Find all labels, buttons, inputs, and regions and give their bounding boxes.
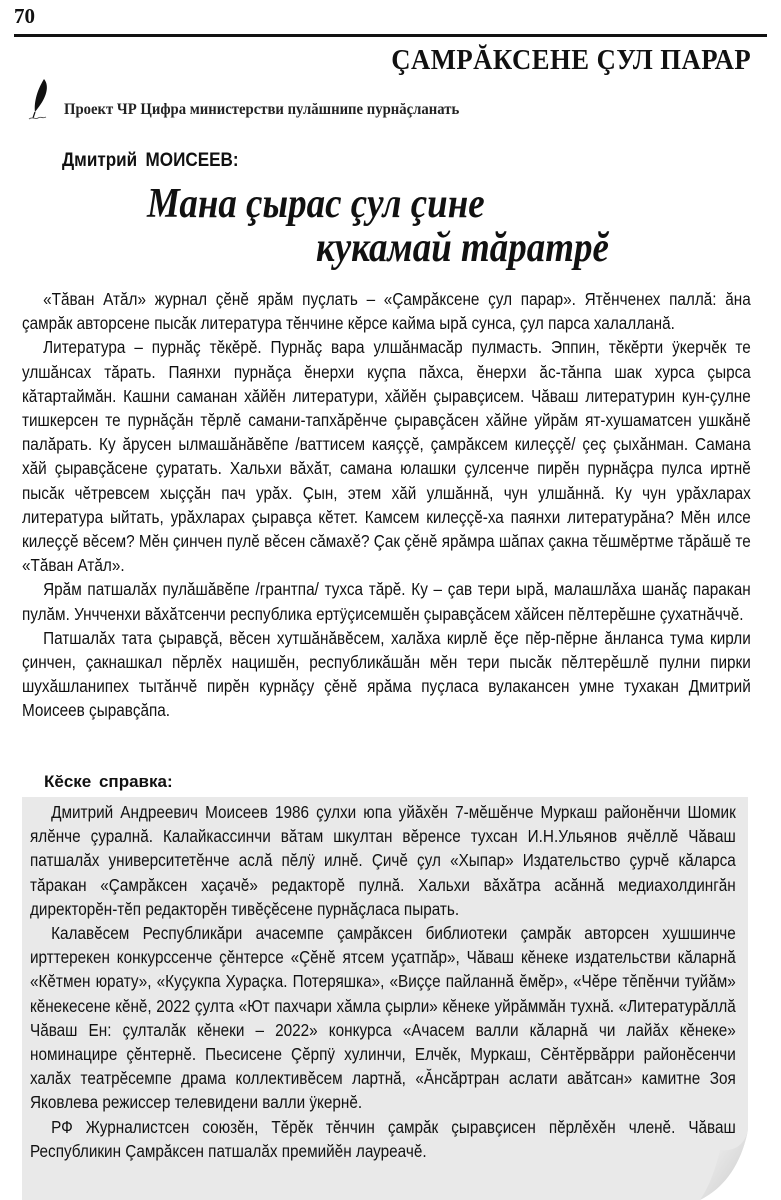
article-headline-line-2: кукамай тăратрĕ [316,225,609,271]
sidebar-heading: Кĕске справка: [44,772,173,791]
article-author: Дмитрий МОИСЕЕВ: [62,150,239,171]
article-paragraph: «Тăван Атăл» журнал çĕнĕ ярăм пуçлать – «Çамрăксене çул парар». Ятĕнченех паллă: ăна çамрăк авторсене пысăк литература тĕнчине кĕрсе кайма ырă сунса, çул парса халалланă. [22,289,751,334]
bio-paragraph: Дмитрий Андреевич Моисеев 1986 çулхи юпа уйăхĕн 7-мĕшĕнче Муркаш районĕнчи Шомик ялĕнче çуралнă. Калайкассинчи вăтам шкултан вĕренсе тухсан И.Н.Ульянов ячĕллĕ Чăваш патшалăх университетĕнче аслă пĕлÿ илнĕ. Çичĕ çул «Хыпар» Издательство çурчĕ кăларса тăракан «Çамрăксен хаçачĕ» редакторĕ пулнă. Хальхи вăхăтра асăннă медиахолдингăн директорĕн-тĕп редакторĕн тивĕçĕсене пурнăçласа пырать. [30,802,736,919]
article-paragraph: Литература – пурнăç тĕкĕрĕ. Пурнăç вара улшăнмасăр пулмасть. Эппин, тĕкĕрти ÿкерчĕк те улшăнсах тăрать. Паянхи пурнăçа ĕнерхи куçпа пăхса, ĕнерхи ăс-тăнпа шак хурса çырса кăтартаймăн. Кашни саманан хăйĕн литератури, хăйĕн çыравçисем. Чăваш литературин кун-çулне тишкерсен те пурнăçăн тĕрлĕ самани-тапхăрĕнче çыравçăсен хăйне уйрăм ят-хушаматсен ушкăнĕ палăрать. Ку ăрусен ылмашăнăвĕпе /ваттисем каяççĕ, çамрăксем килеççĕ/ çеç çыхăнман. Самана хăй çыравçăсене çуратать. Хальхи вăхăт, самана юлашки çулсенче пирĕн пурнăçра пулса иртнĕ пысăк чĕтревсем хыççăн пач урăх. Çын, этем хăй улшăннă, чун улшăннă. Ку чун урăхларах литература ыйтать, урăхларах çыравça кĕтет. Камсем килеççĕ-ха паянхи литературăна? Мĕн илсе килеççĕ вĕсем? Мĕн çинчен пулĕ вĕсен сăмахĕ? Çак çĕнĕ ярăмра шăпах çакна тĕшмĕртме тăрăшĕ те «Тăван Атăл». [22,337,751,576]
article-paragraph: Патшалăх тата çыравçă, вĕсен хутшăнăвĕсем, халăха кирлĕ ĕçе пĕр-пĕрне ăнланса тума кирли çинчен, çакнашкал пĕрлĕх нацишĕн, республикăшăн мĕн тери пысăк пĕлтерĕшлĕ пулни пирки шухăшланипех тытăнчĕ пирĕн курнăçу çĕнĕ ярăма пуçласа вулакансен умне тухакан Дмитрий Моисеев çыравçăпа. [22,627,751,721]
quill-pen-icon [24,78,58,122]
bio-paragraph: Калавĕсем Республикăри ачасемпе çамрăксен библиотеки çамрăк авторсен хушшинче ирттерекен конкурссенче çĕнтерсе «Çĕнĕ ятсем уçатпăр», Чăваш кĕнеке издательстви кăларнă «Кĕтмен юрату», «Куçукпа Хураçка. Потеряшка», «Виççе пайланнă ĕмĕр», «Чĕре тĕпĕнчи туйăм» кĕнекесене кĕнĕ, 2022 çулта «Ют пахчари хăмла çырли» кĕнеке уйрăммăн тухнă. «Литературăллă Чăваш Ен: çулталăк кĕнеки – 2022» конкурса «Ачасем валли кăларнă чи лайăх кĕнеке» номинацире çĕнтернĕ. Пьесисене Çĕрпÿ хулинчи, Елчĕк, Муркаш, Сĕнтĕрвăрри районĕсенчи халăх театрĕсемпе драма коллективĕсем лартнă, «Ăнсăртран аслати авăтсан» камитне Зоя Яковлева режиссер телевидени валли ÿкернĕ. [30,923,736,1113]
page-number: 70 [14,4,35,28]
project-sponsor-line: Проект ЧР Цифра министерстви пулăшнипе пурнăçланать [64,101,460,118]
article-paragraph: Ярăм патшалăх пулăшăвĕпе /грантпа/ тухса тăрĕ. Ку – çав тери ырă, малашлăха шанăç паракан пулăм. Унчченхи вăхăтсенчи республика ертÿçисемшĕн çыравçăсем хăйсен пĕлтерĕшне çухатнăччĕ. [22,579,751,624]
article-headline-line-1: Мана çырас çул çине [147,181,485,227]
article-body [22,287,751,723]
header-rule [14,34,767,37]
section-title: ÇАМРĂКСЕНЕ ÇУЛ ПАРАР [391,44,751,76]
bio-paragraph: РФ Журналистсен союзĕн, Тĕрĕк тĕнчин çамрăк çыравçисен пĕрлĕхĕн членĕ. Чăваш Республикин Çамрăксен патшалăх премийĕн лауреачĕ. [30,1116,736,1161]
bio-text [30,800,736,1163]
page-curl-corner [600,1130,781,1200]
